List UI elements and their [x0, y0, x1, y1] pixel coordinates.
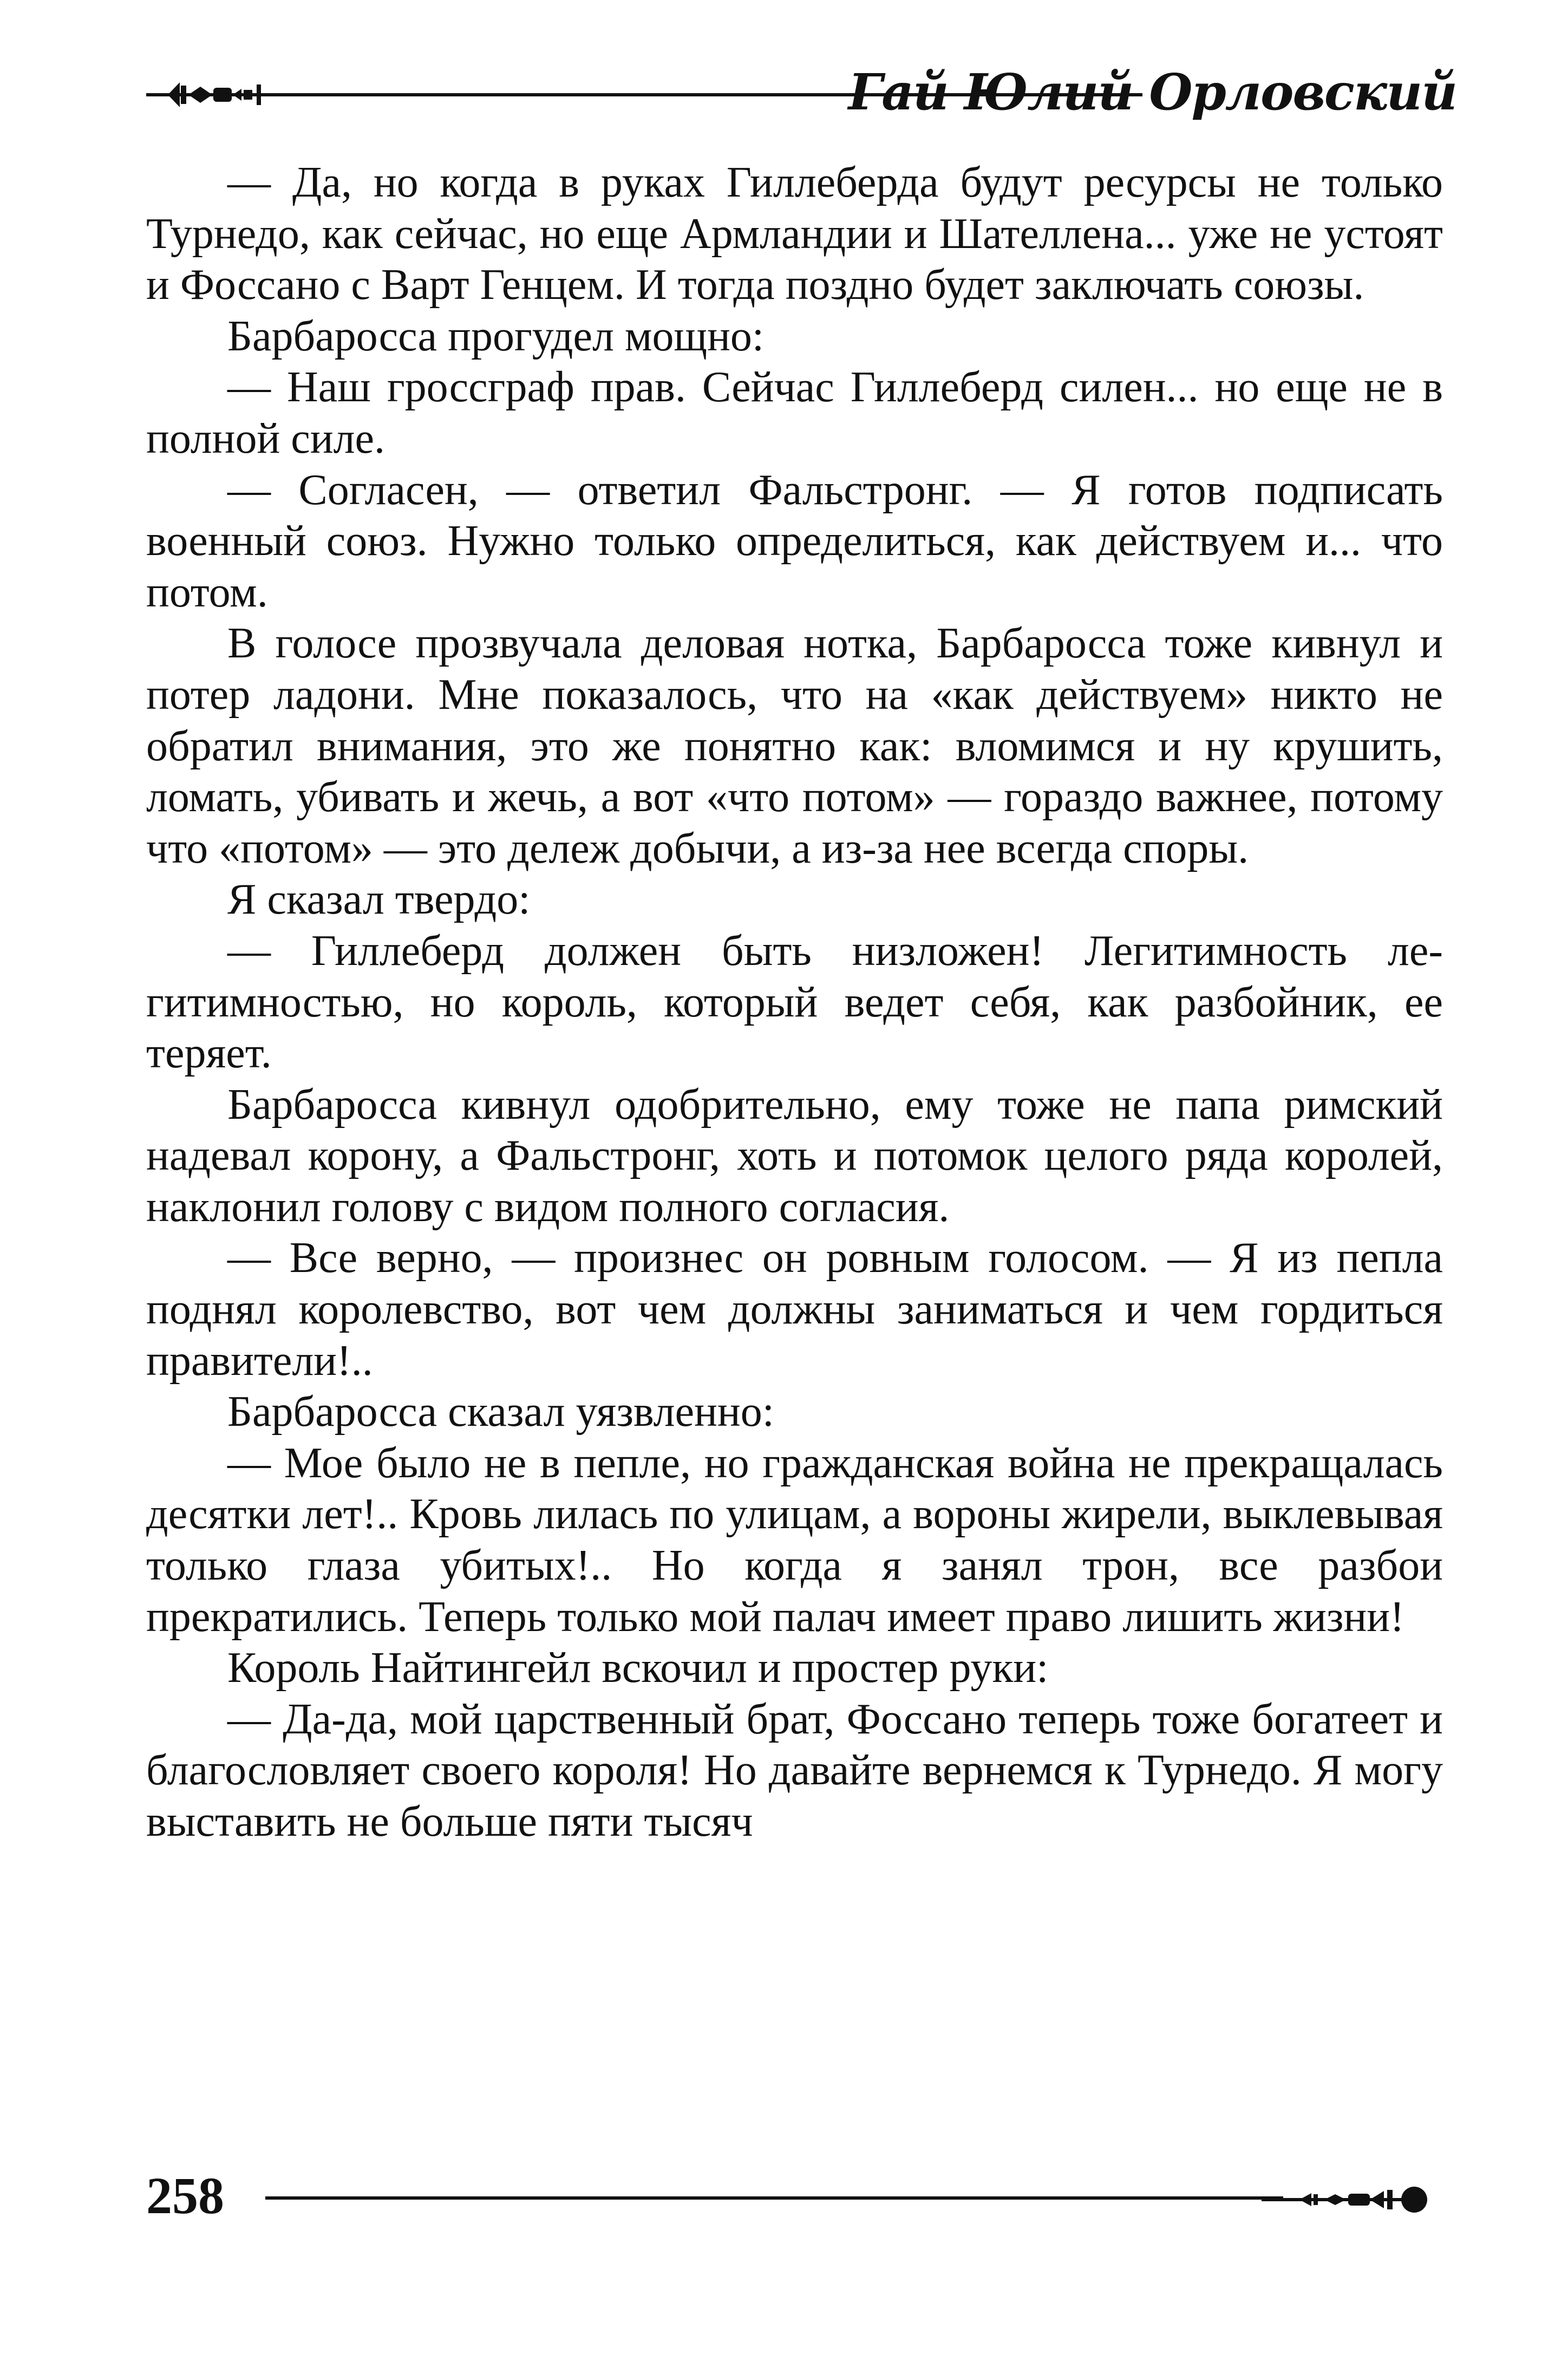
paragraph: — Все верно, — произнес он ровным голосом. — Я из пепла поднял королевство, вот чем должны заниматься и чем гордиться правители!..: [146, 1234, 1443, 1385]
running-head-author: Гай Юлий Орловский: [848, 63, 1456, 121]
book-flourish-icon: [146, 76, 309, 114]
paragraph: Барбаросса прогудел мощно:: [227, 312, 765, 360]
footer-rule: [265, 2196, 1283, 2200]
body-text: [146, 157, 1443, 1848]
page-footer: [146, 2161, 1456, 2231]
paragraph: Барбаросса сказал уязвленно:: [227, 1388, 774, 1436]
paragraph: — Согласен, — ответил Фальстронг. — Я готов подписать военный союз. Нужно только определиться, как действуем и... что потом.: [146, 466, 1443, 616]
paragraph: — Да-да, мой царственный брат, Фоссано теперь тоже богатеет и благословляет своего короля! Но давайте вернемся к Турнедо. Я могу выставить не больше пяти тысяч: [146, 1695, 1443, 1845]
page-number: 258: [146, 2167, 224, 2225]
paragraph: Я сказал твердо:: [227, 876, 531, 924]
paragraph: — Наш гроссграф прав. Сейчас Гиллеберд силен... но еще не в полной силе.: [146, 363, 1443, 462]
book-flourish-icon: [1262, 2180, 1440, 2218]
page-header: [146, 60, 1456, 125]
paragraph: — Мое было не в пепле, но гражданская война не прекращалась десятки лет!.. Кровь лилась по улицам, а вороны жирели, выклевывая только глаза убитых!.. Но когда я занял трон, все разбои прекратились. Теперь только мой палач имеет право лишить жизни!: [146, 1439, 1443, 1641]
paragraph: В голосе прозвучала деловая нотка, Барбаросса тоже кивнул и потер ладони. Мне показалось, что на «как действуем» никто не обратил внимания, это же понятно как: вломимся и ну крушить, ломать, убивать и жечь, а вот «что потом» — гораздо важнее, потому что «потом» — это дележ добычи, а из-за нее всегда споры.: [146, 619, 1443, 872]
paragraph: Король Найтингейл вскочил и простер руки:: [227, 1644, 1049, 1692]
paragraph: — Гиллеберд должен быть низложен! Легитимность легитимностью, но король, который ведет себя, как разбойник, ее теряет.: [146, 927, 1443, 1078]
paragraph: — Да, но когда в руках Гиллеберда будут ресурсы не только Турнедо, как сейчас, но еще Армландии и Шателлена... уже не устоят и Фоссано с Варт Генцем. И тогда поздно будет заключать союзы.: [146, 159, 1443, 309]
paragraph: Барбаросса кивнул одобрительно, ему тоже не папа римский надевал корону, а Фальстронг, хоть и потомок целого ряда королей, наклонил голову с видом полного согласия.: [146, 1080, 1443, 1231]
